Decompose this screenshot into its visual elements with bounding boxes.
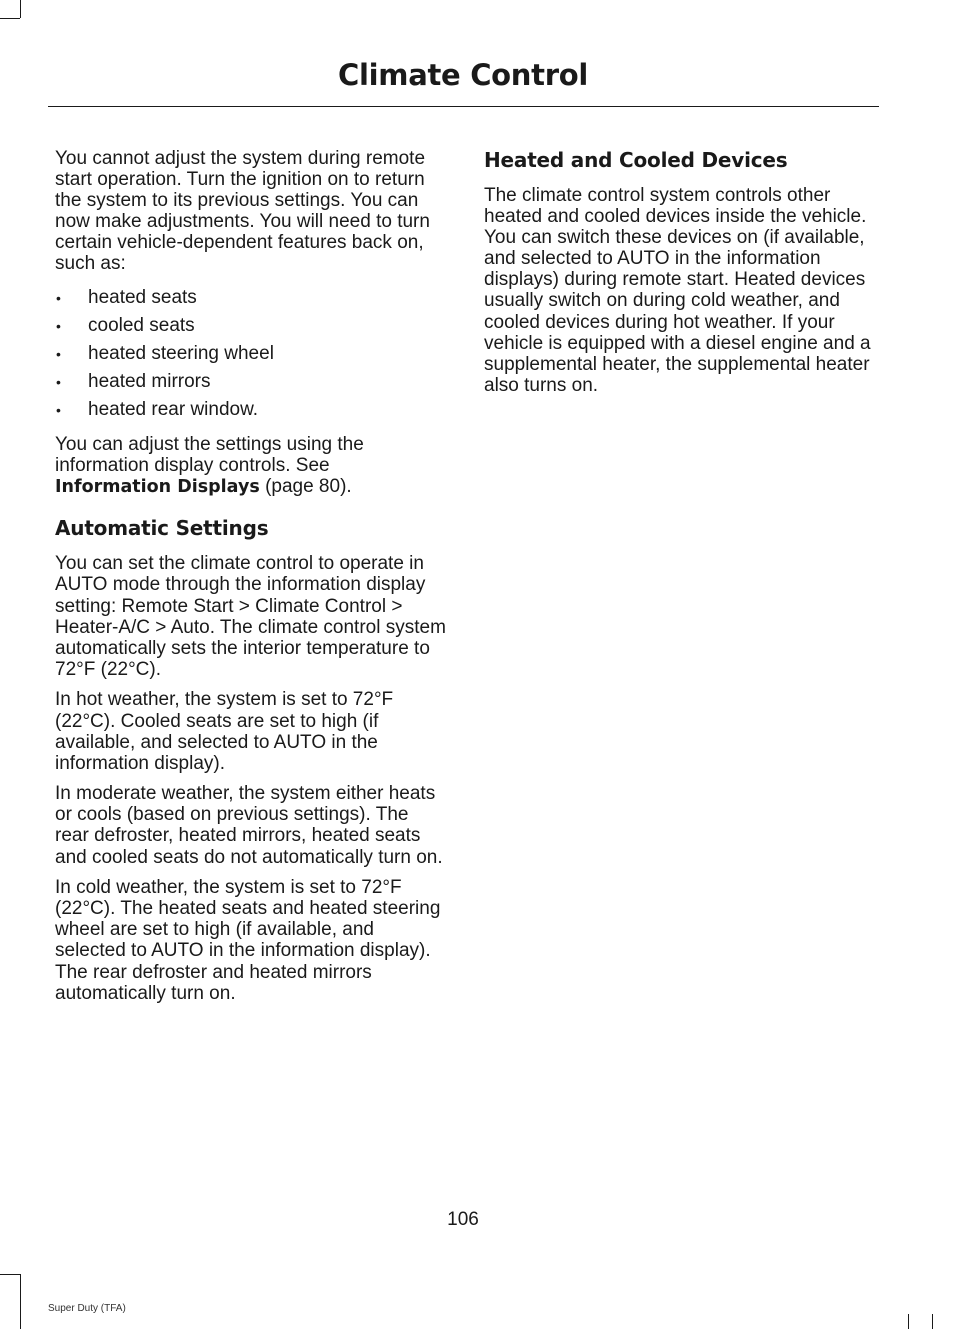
list-item-text: heated rear window. [88,399,259,421]
list-item [55,340,447,368]
feature-list [55,284,447,424]
devices-paragraph: The climate control system controls other heated and cooled devices inside the vehicle. You can switch these devices on (if available, and selected to AUTO in the information displays) during remote start. Heated devices usually switch on during cold weather, and cooled devices during hot weather. If your vehicle is equipped with a diesel engine and a supplemental heater, the supplemental heater also turns on. [484,185,871,396]
automatic-settings-heading: Automatic Settings [55,516,269,541]
list-item [55,396,447,424]
list-item-text: heated steering wheel [88,343,274,365]
list-item [55,312,447,340]
bullet-icon: • [56,374,61,391]
information-displays-link[interactable]: Information Displays [55,477,260,498]
moderate-weather-paragraph: In moderate weather, the system either heats or cools (based on previous settings). The rear defroster, heated mirrors, heated seats and cooled seats do not automatically turn on. [55,783,443,868]
crop-mark [20,1274,21,1329]
title-divider [48,106,879,107]
bullet-icon: • [56,402,61,419]
bullet-icon: • [56,290,61,307]
left-column [55,148,447,1013]
crop-mark [932,1314,933,1329]
right-column [484,148,876,405]
list-item-text: heated seats [88,287,197,309]
bullet-icon: • [56,318,61,335]
list-item-text: heated mirrors [88,371,211,393]
list-item [55,284,447,312]
crop-mark [0,18,20,19]
heated-cooled-devices-heading: Heated and Cooled Devices [484,148,788,172]
hot-weather-paragraph: In hot weather, the system is set to 72°F (22°C). Cooled seats are set to high (if available, and selected to AUTO in the information display). [55,689,394,774]
cold-weather-paragraph: In cold weather, the system is set to 72°F (22°C). The heated seats and heated steering wheel are set to high (if available, and selected to AUTO in the information display). The rear defroster and heated mirrors automatically turn on. [55,877,441,1004]
edition-label: Super Duty (TFA) [48,1303,126,1314]
crop-mark [20,0,21,18]
crop-mark [908,1314,909,1329]
intro-paragraph: You cannot adjust the system during remote start operation. Turn the ignition on to return the system to its previous settings. You can now make adjustments. You will need to turn certain vehicle-dependent features back on, such as: [55,148,430,275]
crop-mark [0,1274,20,1275]
list-item [55,368,447,396]
xref-page: (page 80). [265,476,352,498]
bullet-icon: • [56,346,61,363]
page-number: 106 [447,1209,479,1230]
adjust-text: You can adjust the settings using the information display controls. See [55,434,364,477]
auto-paragraph: You can set the climate control to operate in AUTO mode through the information display setting: Remote Start > Climate Control > Heater-A/C > Auto. The climate control system automatically sets the interior temperature to 72°F (22°C). [55,553,446,680]
adjust-paragraph [55,434,447,498]
list-item-text: cooled seats [88,315,195,337]
page-title: Climate Control [338,58,588,92]
